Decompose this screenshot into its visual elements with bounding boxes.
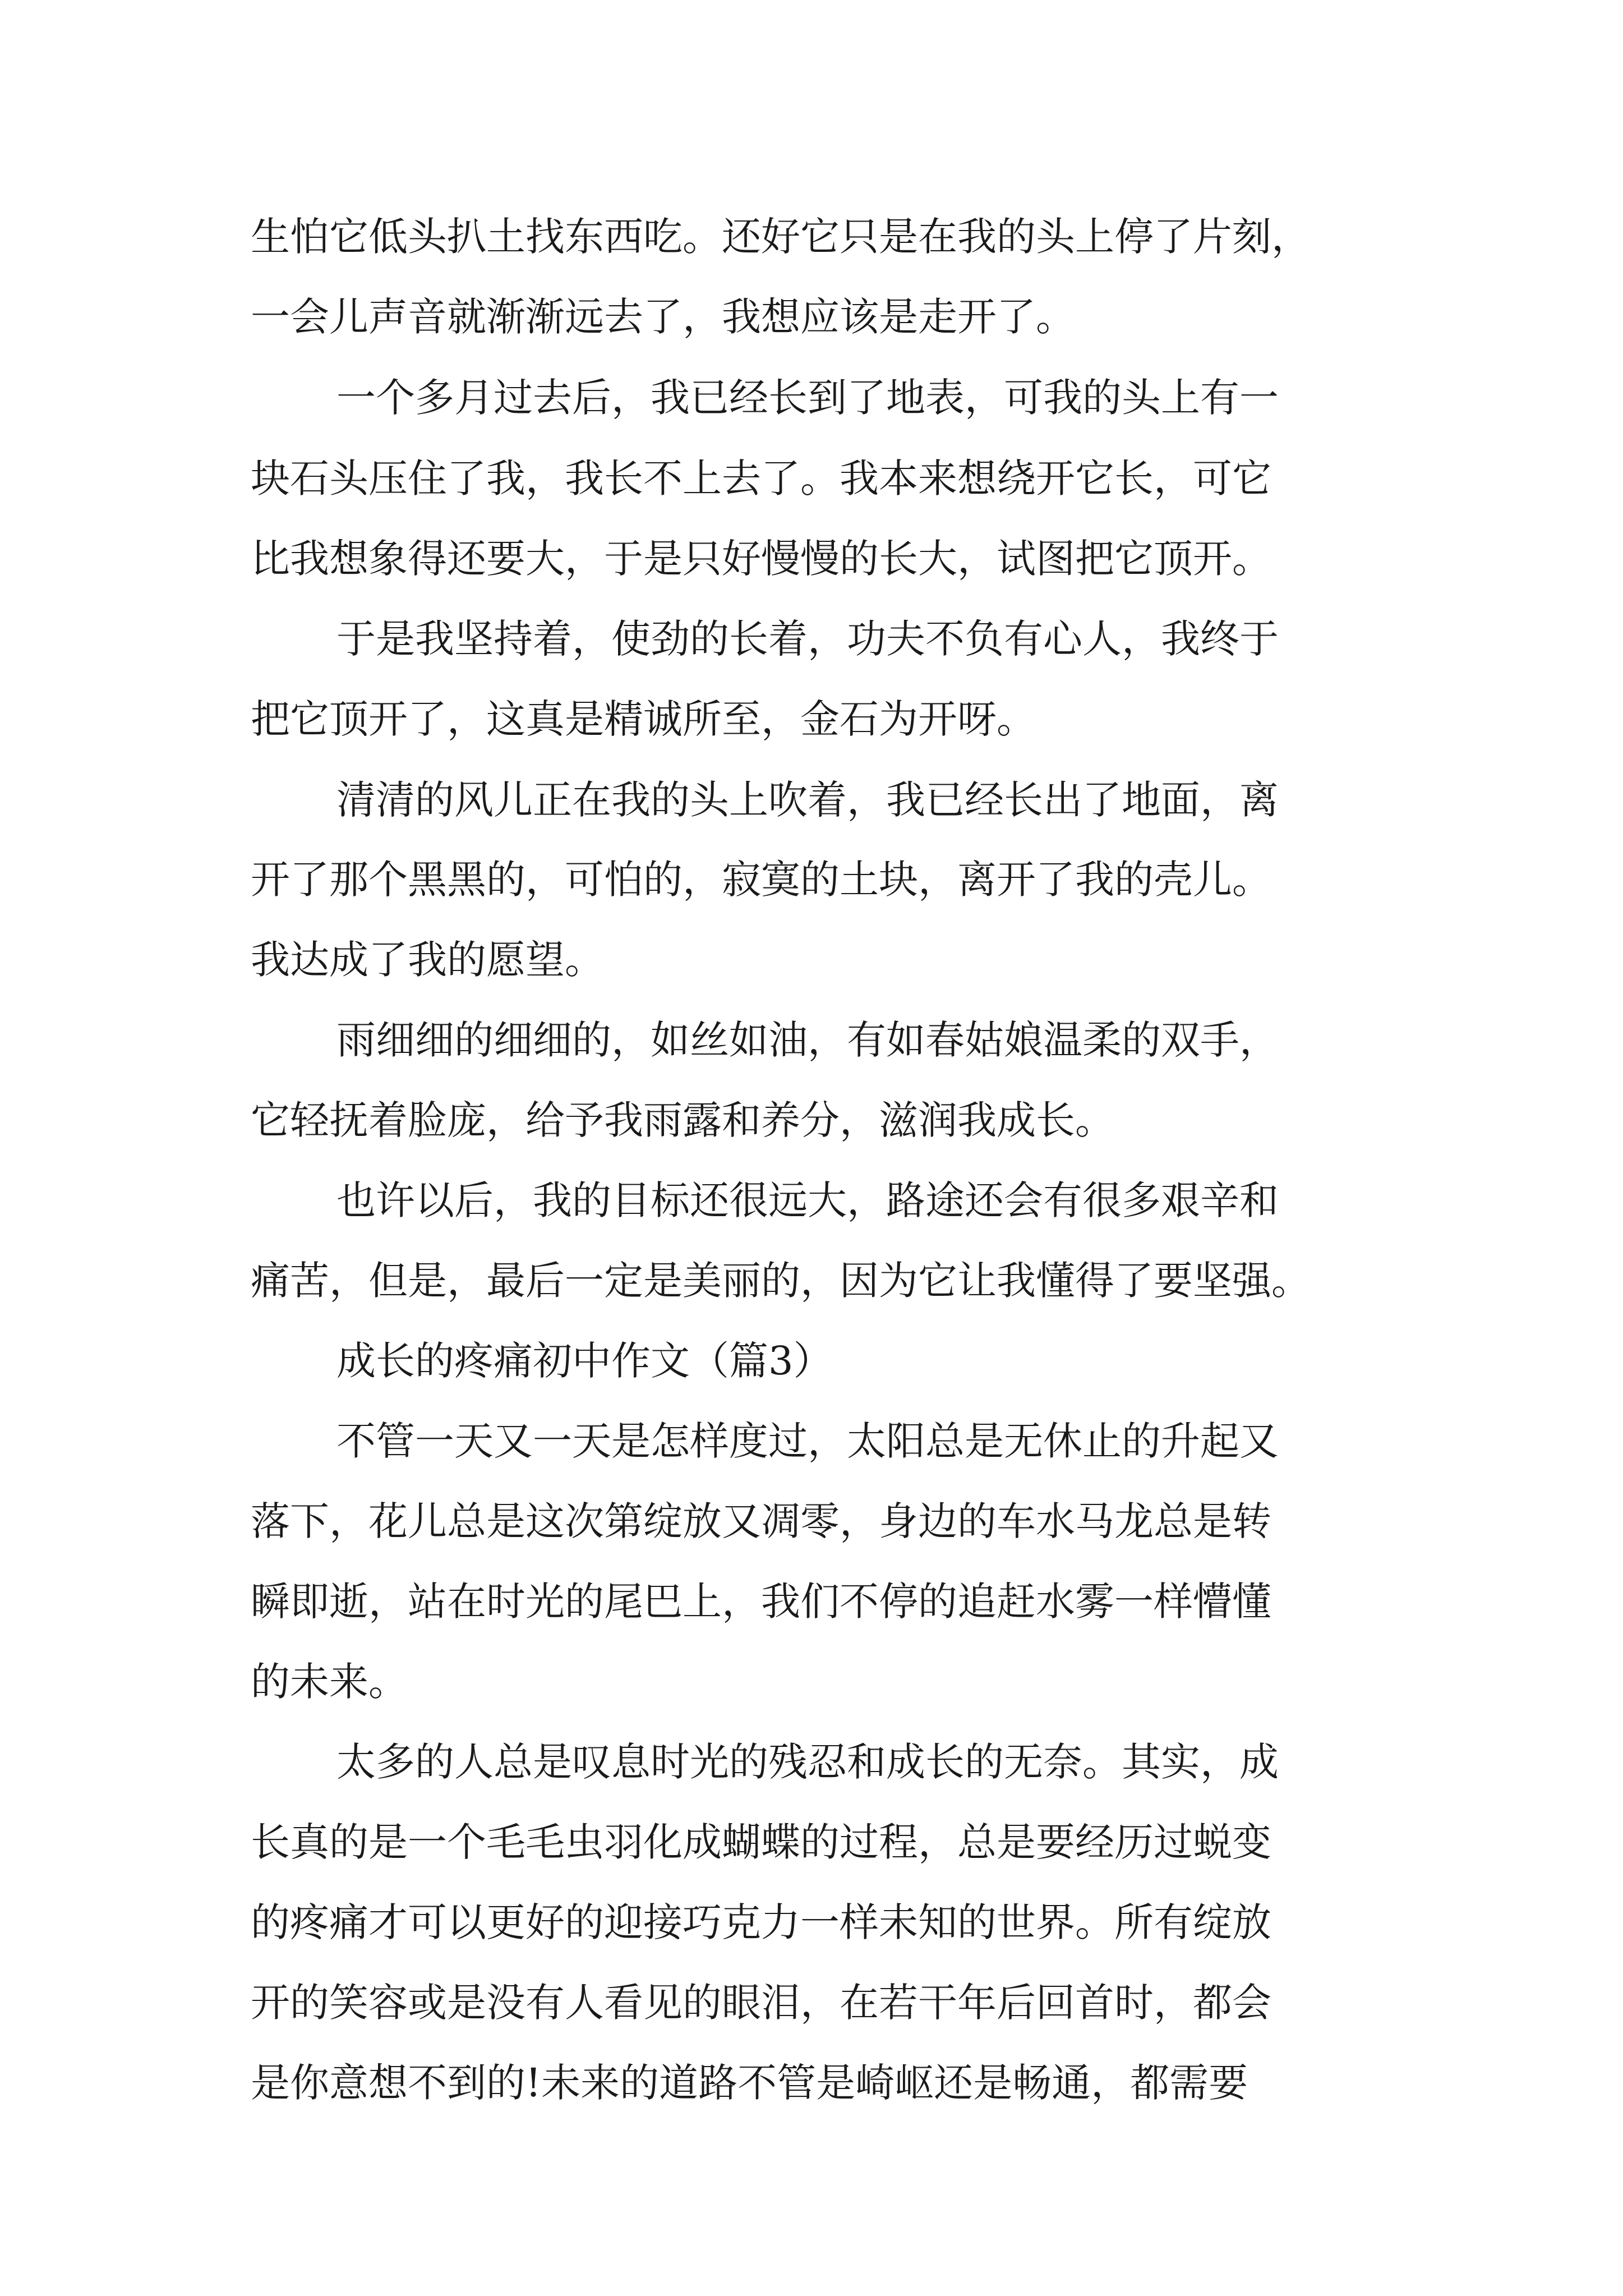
text-line: 的未来。 <box>251 1659 408 1705</box>
text-line: 块石头压住了我，我长不上去了。我本来想绕开它长，可它 <box>251 455 1271 501</box>
paragraph-first-line: 雨细细的细细的，如丝如油，有如春姑娘温柔的双手， <box>336 1017 1279 1063</box>
text-line: 开了那个黑黑的，可怕的，寂寞的土块，离开了我的壳儿。 <box>251 857 1271 903</box>
paragraph-first-line: 太多的人总是叹息时光的残忍和成长的无奈。其实，成 <box>336 1739 1279 1785</box>
paragraph-first-line: 不管一天又一天是怎样度过，太阳总是无休止的升起又 <box>336 1418 1279 1464</box>
text-line: 长真的是一个毛毛虫羽化成蝴蝶的过程，总是要经历过蜕变 <box>251 1819 1271 1865</box>
text-line: 它轻抚着脸庞，给予我雨露和养分，滋润我成长。 <box>251 1097 1114 1143</box>
paragraph-first-line: 清清的风儿正在我的头上吹着，我已经长出了地面，离 <box>336 777 1279 823</box>
paragraph-first-line: 于是我坚持着，使劲的长着，功夫不负有心人，我终于 <box>336 616 1279 662</box>
text-line: 比我想象得还要大，于是只好慢慢的长大，试图把它顶开。 <box>251 536 1271 582</box>
text-line: 的疼痛才可以更好的迎接巧克力一样未知的世界。所有绽放 <box>251 1899 1271 1945</box>
text-line: 开的笑容或是没有人看见的眼泪，在若干年后回首时，都会 <box>251 1980 1271 2026</box>
text-line: 落下，花儿总是这次第绽放又凋零，身边的车水马龙总是转 <box>251 1498 1271 1544</box>
paragraph-first-line: 也许以后，我的目标还很远大，路途还会有很多艰辛和 <box>336 1177 1279 1223</box>
text-line: 一会儿声音就渐渐远去了，我想应该是走开了。 <box>251 294 1075 340</box>
text-line: 生怕它低头扒土找东西吃。还好它只是在我的头上停了片刻， <box>251 214 1311 260</box>
text-line: 把它顶开了，这真是精诚所至，金石为开呀。 <box>251 696 1036 742</box>
text-line: 瞬即逝，站在时光的尾巴上，我们不停的追赶水雾一样懵懂 <box>251 1579 1271 1625</box>
text-line: 痛苦，但是，最后一定是美丽的，因为它让我懂得了要坚强。 <box>251 1258 1311 1304</box>
section-heading: 成长的疼痛初中作文（篇3） <box>336 1338 833 1384</box>
text-line: 是你意想不到的!未来的道路不管是崎岖还是畅通，都需要 <box>251 2060 1248 2106</box>
text-line: 我达成了我的愿望。 <box>251 937 604 983</box>
paragraph-first-line: 一个多月过去后，我已经长到了地表，可我的头上有一 <box>336 375 1279 421</box>
